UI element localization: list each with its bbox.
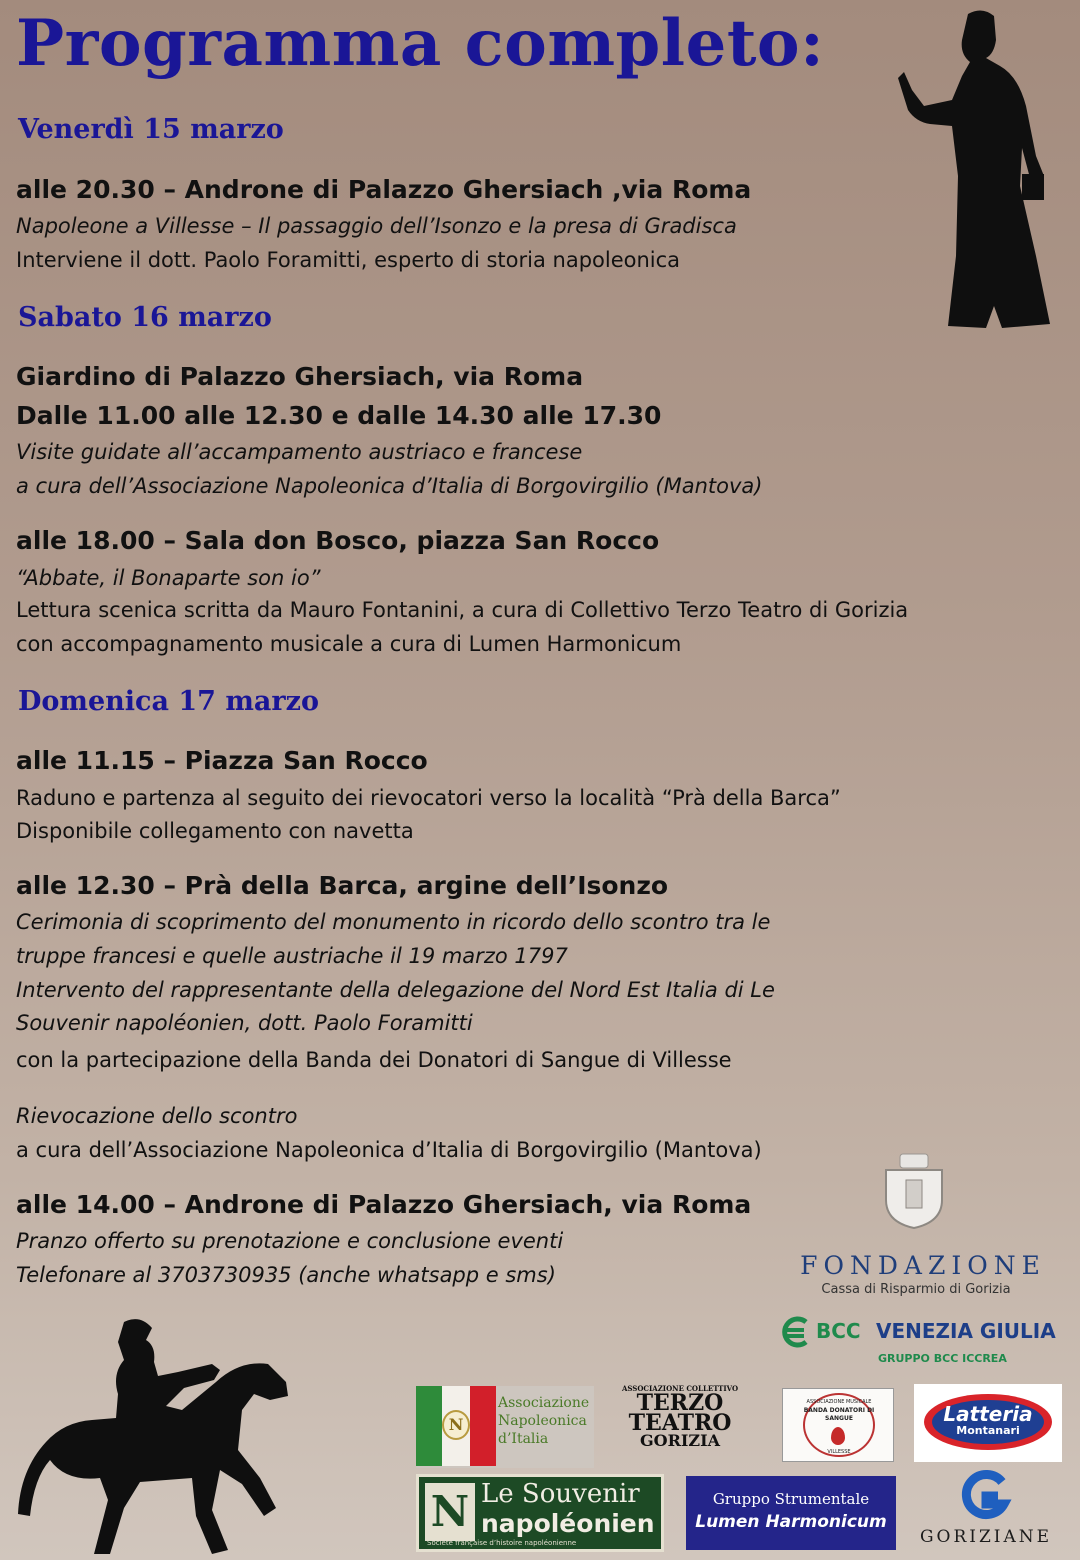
day-heading-domenica: Domenica 17 marzo (18, 686, 319, 717)
bcc-logo-icon (778, 1316, 812, 1348)
associazione-napoleonica-logo: N Associazione Napoleonica d’Italia (416, 1386, 594, 1468)
event-line: Telefonare al 3703730935 (anche whatsapp e sms) (16, 1263, 556, 1287)
fondazione-subtitle: Cassa di Risparmio di Gorizia (821, 1282, 1011, 1297)
banda-line: ASSOCIAZIONE MUSICALE (806, 1399, 872, 1405)
banda-line: BANDA DONATORI DI (803, 1407, 875, 1414)
banda-line: VILLESSE (827, 1449, 851, 1455)
lumen-line: Gruppo Strumentale (712, 1490, 870, 1508)
latteria-line: Latteria (943, 1402, 1033, 1426)
associazione-line: d’Italia (498, 1431, 549, 1447)
fondazione-name: FONDAZIONE (800, 1251, 1046, 1280)
event-line: Interviene il dott. Paolo Foramitti, esperto di storia napoleonica (16, 248, 681, 272)
event-line: Visite guidate all’accampamento austriaco e francese (16, 440, 583, 464)
event-heading: alle 11.15 – Piazza San Rocco (16, 746, 428, 775)
souvenir-line: napoléonien (481, 1509, 655, 1538)
bcc-prefix: BCC (816, 1319, 861, 1343)
souvenir-line: Le Souvenir (481, 1479, 640, 1509)
banda-donatori-logo (782, 1388, 894, 1462)
event-line: con accompagnamento musicale a cura di Lumen Harmonicum (16, 632, 682, 656)
event-time-heading: Dalle 11.00 alle 12.30 e dalle 14.30 alle 17.30 (16, 401, 662, 430)
bcc-name: VENEZIA GIULIA (876, 1319, 1056, 1343)
event-line: Napoleone a Villesse – Il passaggio dell’Isonzo e la presa di Gradisca (16, 214, 737, 238)
day-heading-sabato: Sabato 16 marzo (18, 302, 272, 333)
terzo-teatro-top: ASSOCIAZIONE COLLETTIVO (621, 1384, 739, 1393)
event-line: Pranzo offerto su prenotazione e conclusione eventi (16, 1229, 564, 1253)
goriziane-name: GORIZIANE (919, 1527, 1053, 1547)
latteria-montanari-logo (914, 1384, 1062, 1462)
associazione-line: Napoleonica (498, 1413, 587, 1429)
event-line: a cura dell’Associazione Napoleonica d’Italia di Borgovirgilio (Mantova) (16, 474, 763, 498)
terzo-teatro-line: TERZO (636, 1390, 724, 1416)
event-line: Disponibile collegamento con navetta (16, 819, 414, 843)
event-heading: alle 14.00 – Androne di Palazzo Ghersiach, via Roma (16, 1190, 752, 1219)
banda-line: SANGUE (825, 1415, 853, 1422)
event-line: Lettura scenica scritta da Mauro Fontanini, a cura di Collettivo Terzo Teatro di Gorizia (16, 598, 909, 622)
latteria-line: Montanari (956, 1424, 1020, 1437)
horse-rider-silhouette (6, 1310, 306, 1560)
event-line: Raduno e partenza al seguito dei rievocatori verso la località “Prà della Barca” (16, 786, 841, 810)
terzo-teatro-logo (614, 1384, 746, 1466)
souvenir-napoleonien-logo: N Le Souvenir napoléonien Société française d’histoire napoléonienne (416, 1474, 664, 1552)
event-line: Rievocazione dello scontro (16, 1104, 298, 1128)
event-line: Intervento del rappresentante della delegazione del Nord Est Italia di Le (16, 978, 775, 1002)
standing-figure-silhouette (890, 6, 1070, 336)
event-line: truppe francesi e quelle austriache il 19 marzo 1797 (16, 944, 568, 968)
goriziane-g-icon (958, 1470, 1012, 1522)
event-heading: alle 18.00 – Sala don Bosco, piazza San Rocco (16, 526, 660, 555)
lumen-line: Lumen Harmonicum (695, 1512, 887, 1532)
event-line: Souvenir napoléonien, dott. Paolo Foramitti (16, 1011, 473, 1035)
fondazione-crest-icon (878, 1150, 950, 1230)
event-heading: alle 12.30 – Prà della Barca, argine dell’Isonzo (16, 871, 669, 900)
event-line: con la partecipazione della Banda dei Donatori di Sangue di Villesse (16, 1048, 732, 1072)
event-line: “Abbate, il Bonaparte son io” (16, 566, 321, 590)
event-line: Cerimonia di scoprimento del monumento in ricordo dello scontro tra le (16, 910, 771, 934)
event-line: a cura dell’Associazione Napoleonica d’Italia di Borgovirgilio (Mantova) (16, 1138, 762, 1162)
page-title: Programma completo: (16, 6, 825, 81)
event-heading: alle 20.30 – Androne di Palazzo Ghersiach ,via Roma (16, 175, 752, 204)
event-heading: Giardino di Palazzo Ghersiach, via Roma (16, 362, 584, 391)
terzo-teatro-line: GORIZIA (640, 1431, 720, 1450)
terzo-teatro-line: TEATRO (628, 1410, 732, 1436)
associazione-line: Associazione (498, 1395, 590, 1411)
bcc-subtitle: GRUPPO BCC ICCREA (878, 1352, 1007, 1365)
souvenir-line: Société française d’histoire napoléonienne (427, 1539, 577, 1547)
lumen-harmonicum-logo (686, 1476, 896, 1550)
day-heading-venerdi: Venerdì 15 marzo (18, 114, 284, 145)
